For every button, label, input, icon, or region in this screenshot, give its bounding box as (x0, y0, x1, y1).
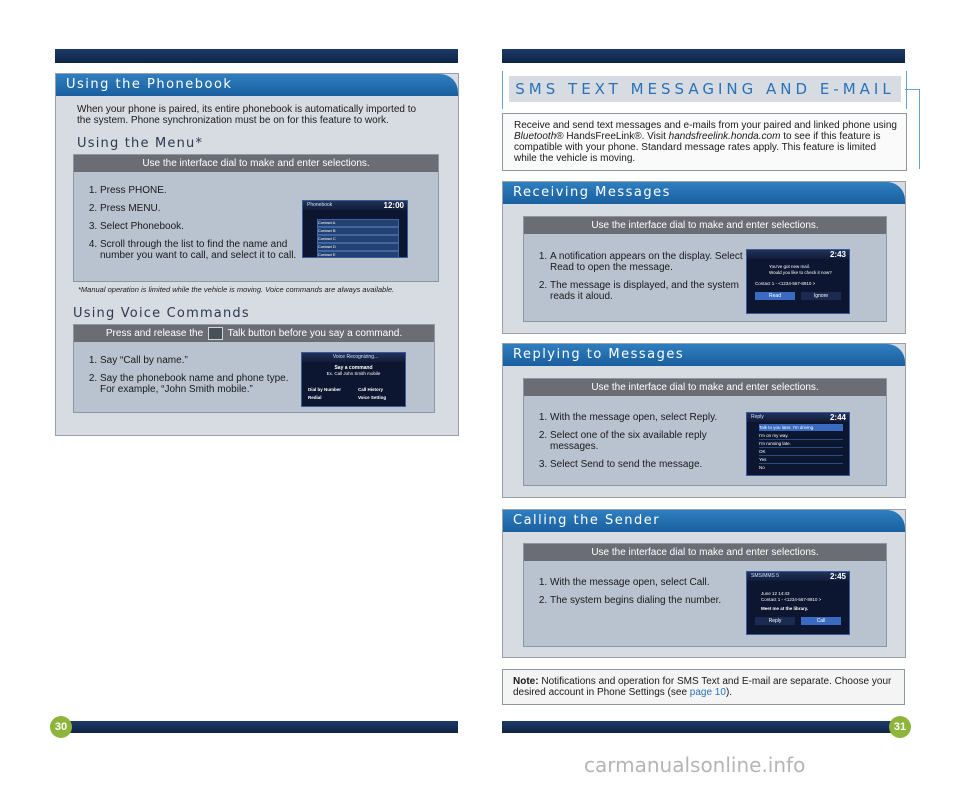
call-screen-title: SMS/MMS 5 (747, 572, 849, 581)
list-item: 1. Press PHONE. (100, 185, 300, 196)
ignore-button: Ignore (801, 292, 841, 300)
calling-title: Calling the Sender (503, 510, 905, 532)
call-screen (746, 571, 850, 635)
note-label: Note: (513, 676, 539, 687)
receiving-section (502, 181, 906, 334)
receiving-line-3: Contact 1 - <1234-567-8910 > (755, 281, 816, 286)
voice-item-3: Redial (308, 395, 322, 400)
contact-c-row: Contact C (317, 235, 399, 243)
voice-screen (301, 352, 406, 407)
note-box (502, 669, 905, 705)
list-item: 3. Select Send to send the message. (550, 459, 750, 470)
reply-option-2: I'm on my way. (759, 432, 843, 440)
watermark: carmanualsonline.info (584, 753, 806, 777)
bottom-bar-left (55, 721, 458, 733)
list-item: 1. With the message open, select Call. (550, 577, 760, 588)
voice-item-4: Voice Setting (358, 395, 387, 400)
contact-d-row: Contact D (317, 243, 399, 251)
reply-screen-time: 2:44 (829, 413, 846, 422)
receiving-instruction-bar: Use the interface dial to make and enter selections. (524, 217, 886, 234)
contact-e-row: Contact E (317, 251, 399, 258)
intro-part-2: ® HandsFreeLink®. Visit (556, 131, 666, 142)
voice-bar-after: Talk button before you say a command. (227, 328, 403, 339)
calling-steps (524, 577, 760, 613)
title-frame-tail-v (919, 89, 920, 169)
calling-instruction-bar: Use the interface dial to make and enter selections. (524, 544, 886, 561)
replying-panel (523, 378, 887, 486)
list-item: 2. Press MENU. (100, 203, 300, 214)
read-button: Read (755, 292, 795, 300)
intro-text (514, 120, 899, 164)
call-button: Call (801, 617, 841, 625)
voice-panel (73, 324, 435, 413)
list-item: 2. The system begins dialing the number. (550, 595, 760, 606)
reply-option-3: I'm running late. (759, 440, 843, 448)
phonebook-screen (302, 200, 408, 258)
menu-panel (73, 154, 439, 282)
talk-button-icon (208, 327, 223, 340)
voice-steps (74, 355, 300, 402)
reply-button: Reply (755, 617, 795, 625)
voice-instruction-bar (74, 325, 434, 342)
list-item: 3. Select Phonebook. (100, 221, 300, 232)
voice-item-2: Call History (358, 387, 384, 392)
reply-option-5: Yes (759, 456, 843, 464)
list-item: 2. Select one of the six available reply messages. (550, 430, 750, 452)
call-line-2: Contact 1 - <1234-567-8910 > (761, 597, 822, 602)
calling-section (502, 509, 906, 658)
reply-option-1: Talk to you later, I'm driving. (759, 424, 843, 431)
menu-instruction-bar: Use the interface dial to make and enter selections. (74, 155, 438, 172)
replying-steps (524, 412, 750, 477)
menu-subtitle: Using the Menu* (77, 136, 204, 151)
list-item: 1. A notification appears on the display. Select Read to open the message. (550, 251, 750, 273)
menu-steps (74, 185, 300, 268)
note-end: ). (725, 687, 733, 698)
replying-instruction-bar: Use the interface dial to make and enter selections. (524, 379, 886, 396)
receiving-steps (524, 251, 750, 309)
phonebook-section (55, 73, 459, 436)
top-bar-right (502, 49, 905, 63)
title-frame-tail (905, 89, 920, 90)
top-bar-left (55, 49, 458, 63)
reply-screen (746, 412, 850, 476)
voice-screen-title: Voice Recognizing... (302, 353, 405, 362)
voice-item-1: Dial by Number (308, 387, 342, 392)
list-item: 2. Say the phonebook name and phone type. For example, “John Smith mobile.” (100, 373, 300, 395)
note-page-link[interactable]: page 10 (689, 687, 726, 698)
receiving-line-2: Would you like to check it now? (769, 270, 832, 275)
voice-subtitle: Using Voice Commands (73, 306, 250, 321)
intro-part-3: to see if this feature is compatible with your phone. Standard message rates apply. This feature is limited while the vehicle is moving. (514, 131, 881, 164)
bottom-bar-right (502, 721, 905, 733)
screen-title: Phonebook (303, 201, 407, 210)
receiving-screen-time: 2:43 (829, 250, 846, 259)
phonebook-intro: When your phone is paired, its entire phonebook is automatically imported to the system. Phone synchronization must be on for this feature to work. (77, 104, 417, 126)
call-line-3: Meet me at the library. (761, 606, 809, 611)
voice-prompt-1: Say a command (334, 365, 373, 371)
call-screen-time: 2:45 (829, 572, 846, 581)
intro-bluetooth: Bluetooth (514, 131, 557, 142)
page-title: SMS TEXT MESSAGING AND E-MAIL (515, 80, 895, 98)
contact-a-row: Contact A (317, 219, 399, 227)
list-item: 1. With the message open, select Reply. (550, 412, 750, 423)
footnote: *Manual operation is limited while the vehicle is moving. Voice commands are always available. (78, 285, 395, 294)
replying-title: Replying to Messages (503, 344, 905, 366)
voice-bar-before: Press and release the (105, 328, 204, 339)
calling-panel (523, 543, 887, 647)
list-item: 1. Say “Call by name.” (100, 355, 300, 366)
page-number-31: 31 (889, 716, 911, 738)
reply-option-4: OK (759, 448, 843, 456)
contact-b-row: Contact B (317, 227, 399, 235)
screen-time: 12:00 (383, 201, 404, 210)
page-number-30: 30 (50, 716, 72, 738)
note-text: Notifications and operation for SMS Text and E-mail are separate. Choose your desired account in Phone Settings (see (513, 676, 892, 698)
intro-url: handsfreelink.honda.com (668, 131, 781, 142)
list-item: 2. The message is displayed, and the system reads it aloud. (550, 280, 750, 302)
voice-prompt-2: Ex. Call John Smith mobile (326, 371, 381, 376)
receiving-panel (523, 216, 887, 322)
intro-part-1: Receive and send text messages and e-mails from your paired and linked phone using (514, 120, 897, 131)
call-line-1: June 12 14:43 (761, 591, 790, 596)
replying-section (502, 343, 906, 498)
receiving-line-1: You've got new mail. (769, 264, 810, 269)
receiving-title: Receiving Messages (503, 182, 905, 204)
reply-screen-title: Reply (747, 413, 849, 422)
list-item: 4. Scroll through the list to find the name and number you want to call, and select it to call. (100, 239, 300, 261)
receiving-screen (746, 249, 850, 314)
phonebook-title: Using the Phonebook (56, 74, 458, 96)
reply-option-6: No (759, 465, 765, 470)
